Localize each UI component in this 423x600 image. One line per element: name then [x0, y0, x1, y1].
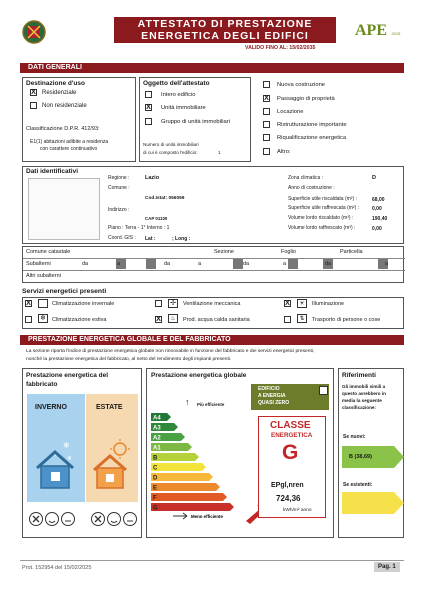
subalterni-a-2: a	[198, 261, 202, 267]
fabbricato-title-2: fabbricato	[26, 381, 58, 388]
altro-label: Altro:	[277, 149, 291, 155]
numero-unita-label-2: di cui è composto l'edificio:	[143, 150, 198, 155]
regione-value: Lazio	[145, 175, 160, 181]
arrow-up-icon: ↑	[185, 397, 190, 407]
ventilazione-label: Ventilazione meccanica	[183, 301, 241, 307]
edificio-zero-1: EDIFICIO	[258, 386, 280, 392]
anno-label: Anno di costruzione :	[288, 185, 335, 191]
riferimenti-desc-3: media la seguente	[342, 398, 382, 403]
riferimenti-desc-4: classificazione:	[342, 405, 376, 410]
ristrutturazione-label: Ristrutturazione importante	[277, 122, 347, 128]
globale-title: Prestazione energetica globale	[151, 372, 247, 379]
classe-value: G	[282, 441, 299, 464]
residenziale-checkbox[interactable]: X	[31, 89, 36, 96]
sezione-label: Sezione	[214, 249, 234, 255]
energy-class-label-f: F	[153, 495, 157, 502]
subalterni-da-2: da	[164, 261, 171, 267]
regione-label: Regione :	[108, 175, 130, 181]
estate-label: ESTATE	[96, 404, 123, 411]
epgl-value: 724,36	[276, 494, 301, 503]
indirizzo-label: Indirizzo :	[108, 207, 130, 213]
classificazione-value-2: con carattere continuativo	[40, 146, 98, 152]
inverno-label: INVERNO	[35, 404, 67, 411]
footer-rule	[20, 560, 404, 561]
classificazione-label: Classificazione D.P.R. 412/93:	[26, 126, 100, 132]
illuminazione-label: Illuminazione	[312, 301, 345, 307]
cod-istat: Cod.Istat: 056059	[145, 196, 185, 201]
energy-class-label-a3: A3	[153, 425, 161, 432]
clim-estiva-label: Climatizzazione estiva	[52, 317, 107, 323]
altro-checkbox[interactable]	[263, 148, 270, 155]
se-nuovi-value: B (38,69)	[349, 454, 372, 460]
energy-class-bar-c	[151, 463, 206, 471]
vol-risc-label: Volume lordo riscaldato (m³) :	[288, 215, 354, 221]
coord-label: Coord. GIS :	[108, 235, 136, 241]
energy-class-label-a2: A2	[153, 435, 161, 442]
subalterni-da-1: da	[82, 261, 89, 267]
title-line-2: ENERGETICA DEGLI EDIFICI	[141, 30, 309, 42]
zona-value: D	[372, 175, 376, 181]
comune-label: Comune :	[108, 185, 130, 191]
energy-class-bar-e	[151, 483, 220, 491]
altri-subalterni-label: Altri subalterni	[26, 273, 61, 279]
edificio-zero-checkbox[interactable]	[319, 386, 328, 395]
summer-house-icon	[90, 438, 134, 497]
energy-class-label-g: G	[153, 505, 158, 512]
passaggio-proprieta-checkbox[interactable]: X	[264, 95, 269, 102]
riferimenti-desc-2: questo avrebbero in	[342, 391, 386, 396]
energy-class-bar-d	[151, 473, 213, 481]
locazione-label: Locazione	[277, 109, 304, 115]
lat-label: Lat :	[145, 236, 156, 242]
energy-class-bar-g	[151, 503, 234, 511]
faucet-icon: ♨	[168, 314, 178, 323]
passaggio-proprieta-label: Passaggio di proprietà	[277, 96, 335, 102]
edificio-zero-3: QUASI ZERO	[258, 400, 290, 406]
prestazione-desc-1: La sezione riporta l'indice di prestazione energetica globale non rinnovabile in funzione del fabbricato e dei servizi energetici presenti,	[26, 349, 315, 354]
vol-raff-value: 0,00	[372, 226, 382, 232]
comune-catastale-label: Comune catastale	[26, 249, 71, 255]
subalterni-label: Subalterni	[26, 261, 51, 267]
valid-until: VALIDO FINO AL: 15/02/2035	[245, 45, 316, 51]
piu-efficiente-label: Più efficiente	[197, 402, 225, 407]
vol-raff-label: Volume lordo raffrescato (m³) :	[288, 225, 356, 231]
classe-label-1: CLASSE	[270, 420, 311, 431]
gruppo-unita-label: Gruppo di unità immobiliari	[161, 119, 230, 125]
elevator-icon: ⇅	[297, 314, 307, 323]
ape-logo-text: APE	[355, 22, 387, 39]
vol-risc-value: 190,40	[372, 216, 388, 222]
ristrutturazione-checkbox[interactable]	[263, 121, 270, 128]
ventilazione-checkbox[interactable]	[155, 300, 162, 307]
sup-raff-value: 0,00	[372, 206, 382, 212]
classificazione-value-1: E1(1) abitazioni adibite a residenza	[30, 139, 109, 145]
se-esistenti-label: Se esistenti:	[343, 482, 373, 488]
snowflake-icon: ❄	[38, 314, 48, 323]
nuova-costruzione-checkbox[interactable]	[263, 81, 270, 88]
subalterni-a-4: a	[385, 261, 389, 267]
energy-class-bar-f	[151, 493, 227, 501]
region-emblem	[22, 18, 46, 46]
nuova-costruzione-label: Nuova costruzione	[277, 82, 326, 88]
svg-text:❄: ❄	[67, 456, 73, 462]
gruppo-unita-checkbox[interactable]	[145, 118, 152, 125]
cap-value: CAP 01100	[145, 216, 168, 221]
prestazione-desc-2: nonché la prestazione energetica del fabbricato, al netto del rendimento degli impianti presenti.	[26, 357, 232, 362]
edificio-zero-2: A ENERGIA	[258, 393, 286, 399]
subalterni-da-3: da	[243, 261, 250, 267]
clim-estiva-checkbox[interactable]	[25, 316, 32, 323]
trasporto-label: Trasporto di persone o cose	[312, 317, 381, 323]
riqualificazione-checkbox[interactable]	[263, 134, 270, 141]
winter-house-icon	[33, 438, 77, 497]
trasporto-checkbox[interactable]	[284, 316, 291, 323]
oggetto-title: Oggetto dell'attestato	[143, 80, 210, 87]
energy-class-label-b: B	[153, 455, 158, 462]
particella-label: Particella	[340, 249, 363, 255]
fabbricato-smileys	[28, 510, 138, 535]
sup-risc-label: Superficie utile riscaldata (m²) :	[288, 196, 357, 202]
sup-risc-value: 68,00	[372, 197, 385, 203]
epgl-unit: kWh/m² anno	[283, 508, 312, 513]
foglio-label: Foglio	[281, 249, 296, 255]
energy-class-label-a4: A4	[153, 415, 161, 422]
lightbulb-icon: ☀	[297, 299, 307, 308]
ape-logo	[355, 22, 403, 48]
energy-class-label-c: C	[153, 465, 158, 472]
numero-unita-label-1: Numero di unità immobiliari	[143, 142, 199, 147]
acqua-calda-label: Prod. acqua calda sanitaria	[183, 317, 250, 323]
building-photo-placeholder	[28, 178, 100, 240]
unita-immobiliare-checkbox[interactable]: X	[146, 104, 151, 111]
subalterni-da-4: da	[325, 261, 332, 267]
long-label: ; Long :	[172, 236, 191, 242]
energy-class-label-d: D	[153, 475, 158, 482]
destinazione-title: Destinazione d'uso	[26, 80, 85, 87]
subalterni-a-3: a	[283, 261, 287, 267]
intero-edificio-checkbox[interactable]	[145, 91, 152, 98]
subalterni-a-1: a	[117, 261, 121, 267]
energy-class-label-e: E	[153, 485, 158, 492]
footer-page: Pag. 1	[374, 562, 400, 572]
riferimenti-title: Riferimenti	[342, 372, 376, 379]
se-nuovi-label: Se nuovi:	[343, 434, 366, 440]
non-residenziale-checkbox[interactable]	[30, 102, 37, 109]
piano-value: Piano : Terra - 1° Interno : 1	[108, 225, 170, 231]
svg-text:❄: ❄	[63, 441, 70, 450]
radiator-icon	[38, 299, 48, 308]
non-residenziale-label: Non residenziale	[42, 103, 87, 109]
illuminazione-checkbox[interactable]: X	[285, 300, 290, 307]
section-prestazione: PRESTAZIONE ENERGETICA GLOBALE E DEL FABBRICATO	[20, 335, 404, 345]
clim-invernale-label: Climatizzazione invernale	[52, 301, 115, 307]
fabbricato-title-1: Prestazione energetica del	[26, 372, 109, 379]
clim-invernale-checkbox[interactable]: X	[26, 300, 31, 307]
intero-edificio-label: Intero edificio	[161, 92, 196, 98]
fan-icon: ✢	[168, 299, 178, 308]
meno-efficiente-label: Meno efficiente	[191, 514, 223, 519]
locazione-checkbox[interactable]	[263, 108, 270, 115]
zona-label: Zona climatica :	[288, 175, 324, 181]
numero-unita-value: 1	[218, 150, 221, 155]
section-dati-generali: DATI GENERALI	[20, 63, 404, 73]
acqua-calda-checkbox[interactable]: X	[156, 316, 161, 323]
unita-immobiliare-label: Unità immobiliare	[161, 105, 206, 111]
svg-text:❄: ❄	[53, 451, 59, 458]
emblem-icon	[22, 18, 46, 46]
title-line-1: ATTESTATO DI PRESTAZIONE	[137, 18, 313, 30]
servizi-title: Servizi energetici presenti	[22, 288, 107, 295]
sup-raff-label: Superficie utile raffrescata (m²) :	[288, 205, 360, 211]
header-title-band	[114, 17, 336, 43]
ape-logo-sub: 2015	[391, 31, 401, 36]
energy-class-bar-b	[151, 453, 199, 461]
footer-prot: Prot. 152954 del 15/02/2025	[22, 565, 92, 571]
se-esistenti-arrow	[342, 492, 404, 519]
classe-label-2: ENERGETICA	[271, 432, 313, 439]
riferimenti-desc-1: Gli immobili simili a	[342, 384, 386, 389]
residenziale-label: Residenziale	[42, 90, 77, 96]
energy-class-label-a1: A1	[153, 445, 161, 452]
dati-identificativi-title: Dati identificativi	[26, 168, 79, 175]
riqualificazione-label: Riqualificazione energetica	[277, 135, 347, 141]
epgl-label: EPgl,nren	[271, 482, 304, 489]
